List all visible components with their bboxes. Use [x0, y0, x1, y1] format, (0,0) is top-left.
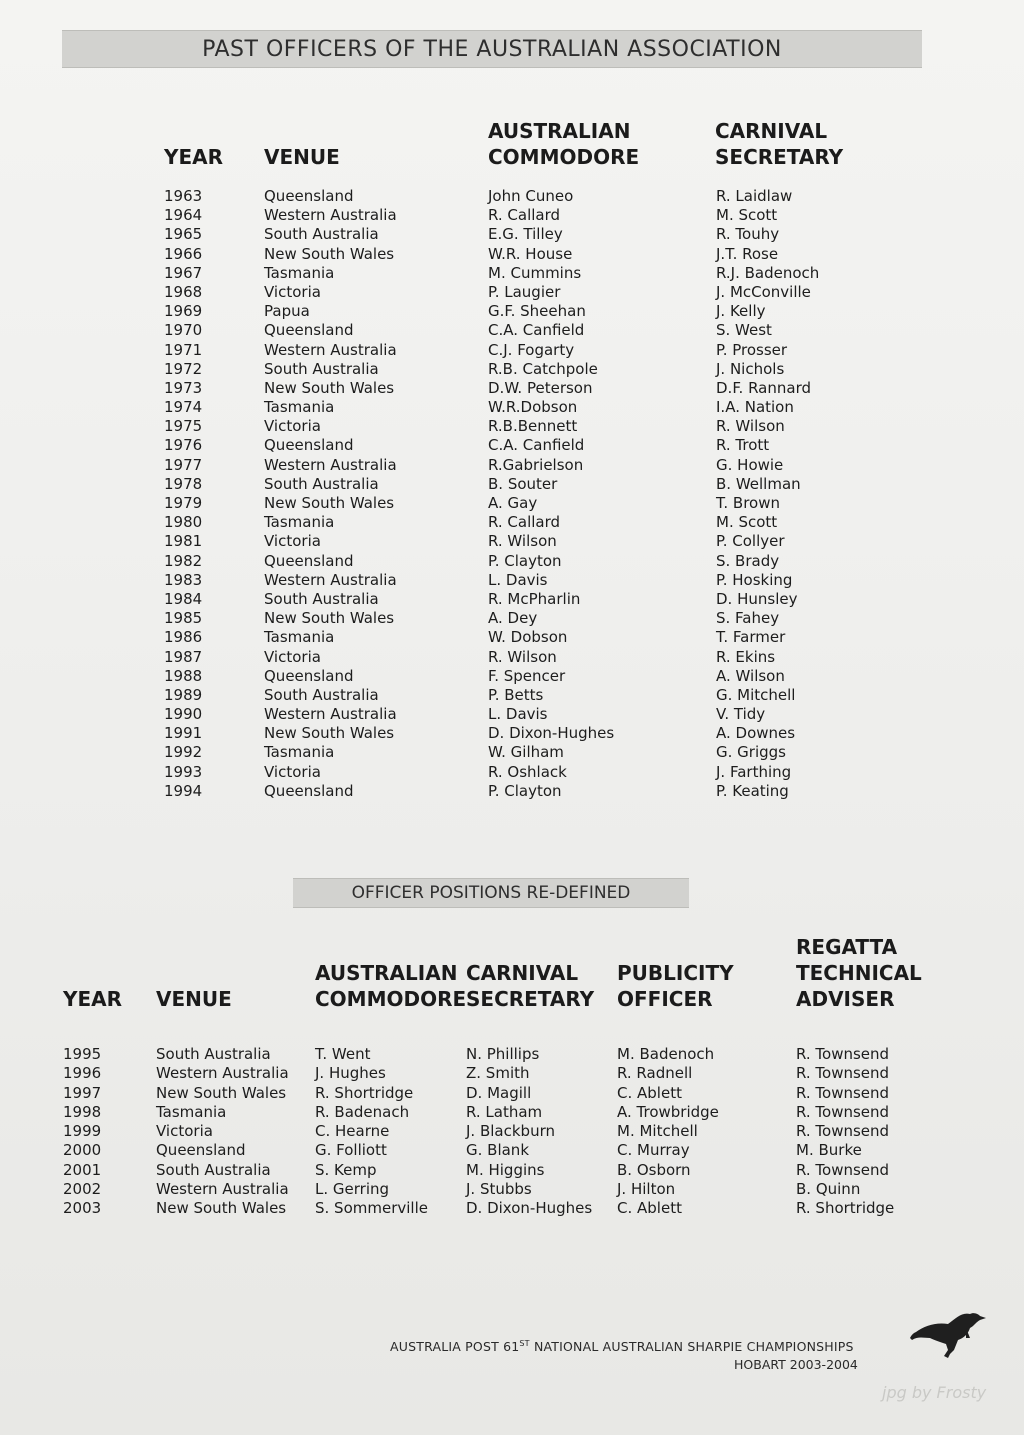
- year-cell: 1977: [164, 455, 203, 474]
- table-row: [0, 1161, 1024, 1180]
- table-row: [0, 763, 1024, 782]
- publicity-cell: A. Trowbridge: [617, 1102, 719, 1121]
- commodore-cell: D.W. Peterson: [488, 378, 593, 397]
- year-cell: 1969: [164, 302, 203, 321]
- table-row: [0, 609, 1024, 628]
- commodore-cell: D. Dixon-Hughes: [488, 724, 615, 743]
- regatta-adviser-cell: R. Townsend: [796, 1045, 890, 1063]
- secretary-cell: M. Scott: [716, 206, 778, 225]
- secretary-cell: M. Scott: [716, 513, 778, 532]
- venue-cell: Victoria: [264, 762, 321, 781]
- publicity-cell: B. Osborn: [617, 1160, 691, 1179]
- year-cell: 1999: [63, 1122, 102, 1141]
- year-cell: 2003: [63, 1199, 102, 1218]
- table-row: [0, 398, 1024, 417]
- year-cell: 1991: [164, 724, 203, 743]
- footer-event-title: [390, 1339, 854, 1354]
- year-cell: 1979: [164, 494, 203, 512]
- year-cell: 1998: [63, 1102, 102, 1121]
- table-row: [0, 513, 1024, 532]
- table-row: [0, 1199, 1024, 1218]
- table-row: [0, 360, 1024, 379]
- venue-cell: Victoria: [264, 282, 321, 301]
- commodore-cell: B. Souter: [488, 474, 558, 493]
- year-cell: 1978: [164, 474, 203, 493]
- secretary-cell: V. Tidy: [716, 705, 766, 724]
- secretary-cell: P. Prosser: [716, 340, 788, 359]
- publicity-cell: C. Murray: [617, 1141, 690, 1160]
- t1-header-secretary-line2: SECRETARY: [715, 145, 844, 169]
- publicity-cell: J. Hilton: [617, 1180, 676, 1199]
- commodore-cell: W. Gilham: [488, 743, 564, 762]
- commodore-cell: C. Hearne: [315, 1122, 390, 1141]
- page-title-banner: [62, 30, 922, 68]
- secretary-cell: T. Brown: [716, 494, 780, 512]
- year-cell: 1997: [63, 1083, 102, 1102]
- year-cell: 1976: [164, 436, 203, 455]
- year-cell: 2002: [63, 1180, 102, 1199]
- table-row: [0, 743, 1024, 762]
- t1-header-secretary-line1: CARNIVAL: [715, 119, 828, 143]
- secretary-cell: D. Dixon-Hughes: [466, 1199, 593, 1218]
- year-cell: 1988: [164, 666, 203, 685]
- year-cell: 1964: [164, 206, 203, 225]
- year-cell: 1982: [164, 551, 203, 570]
- secretary-cell: R. Trott: [716, 436, 770, 455]
- secretary-cell: J. Stubbs: [466, 1180, 532, 1199]
- secretary-cell: S. Fahey: [716, 609, 780, 628]
- footer-suffix: NATIONAL AUSTRALIAN SHARPIE CHAMPIONSHIPS: [529, 1339, 854, 1355]
- table-row: [0, 456, 1024, 475]
- secretary-cell: R. Touhy: [716, 225, 780, 244]
- venue-cell: Victoria: [264, 417, 321, 436]
- table-row: [0, 283, 1024, 302]
- commodore-cell: L. Davis: [488, 570, 548, 589]
- year-cell: 1972: [164, 359, 203, 378]
- table-row: [0, 552, 1024, 571]
- secretary-cell: J.T. Rose: [716, 244, 779, 263]
- commodore-cell: R. Shortridge: [315, 1083, 414, 1102]
- table-row: [0, 667, 1024, 686]
- commodore-cell: R. Oshlack: [488, 762, 567, 781]
- t2-header-publicity-line2: OFFICER: [617, 987, 713, 1011]
- table-row: [0, 532, 1024, 551]
- t2-header-secretary-line2: SECRETARY: [466, 987, 595, 1011]
- venue-cell: South Australia: [264, 589, 379, 608]
- venue-cell: Tasmania: [264, 263, 335, 282]
- secretary-cell: G. Blank: [466, 1141, 530, 1160]
- regatta-adviser-cell: R. Townsend: [796, 1083, 890, 1102]
- footer-event-location: HOBART 2003-2004: [734, 1357, 858, 1372]
- regatta-adviser-cell: R. Shortridge: [796, 1199, 895, 1218]
- venue-cell: South Australia: [264, 474, 379, 493]
- table-row: [0, 724, 1024, 743]
- venue-cell: New South Wales: [264, 724, 395, 743]
- secretary-cell: J. Farthing: [716, 762, 792, 781]
- secretary-cell: R.J. Badenoch: [716, 263, 820, 282]
- commodore-cell: W.R.Dobson: [488, 398, 578, 417]
- year-cell: 1986: [164, 628, 203, 647]
- t1-header-commodore-line1: AUSTRALIAN: [488, 119, 631, 143]
- commodore-cell: R. Callard: [488, 513, 561, 532]
- secretary-cell: G. Mitchell: [716, 685, 796, 704]
- commodore-cell: S. Kemp: [315, 1160, 377, 1179]
- secretary-cell: R. Laidlaw: [716, 187, 793, 205]
- venue-cell: Western Australia: [156, 1180, 289, 1199]
- regatta-adviser-cell: R. Townsend: [796, 1160, 890, 1179]
- regatta-adviser-cell: R. Townsend: [796, 1102, 890, 1121]
- t2-header-venue: VENUE: [156, 987, 232, 1011]
- secretary-cell: S. West: [716, 321, 772, 340]
- commodore-cell: R. McPharlin: [488, 589, 581, 608]
- commodore-cell: T. Went: [315, 1045, 371, 1063]
- table-row: [0, 187, 1024, 206]
- venue-cell: New South Wales: [264, 494, 395, 512]
- commodore-cell: M. Cummins: [488, 263, 582, 282]
- publicity-cell: C. Ablett: [617, 1199, 682, 1218]
- venue-cell: South Australia: [156, 1045, 271, 1063]
- year-cell: 1987: [164, 647, 203, 666]
- commodore-cell: P. Clayton: [488, 781, 562, 800]
- venue-cell: Western Australia: [156, 1064, 289, 1083]
- table-row: [0, 302, 1024, 321]
- year-cell: 2001: [63, 1160, 102, 1179]
- secretary-cell: G. Howie: [716, 455, 784, 474]
- commodore-cell: C.A. Canfield: [488, 321, 585, 340]
- secretary-cell: J. Blackburn: [466, 1122, 555, 1141]
- t2-header-regatta-line2: TECHNICAL: [796, 961, 922, 985]
- secretary-cell: J. Kelly: [716, 302, 766, 321]
- year-cell: 1974: [164, 398, 203, 417]
- year-cell: 1990: [164, 705, 203, 724]
- commodore-cell: W.R. House: [488, 244, 573, 263]
- venue-cell: Western Australia: [264, 340, 397, 359]
- secretary-cell: P. Collyer: [716, 532, 785, 551]
- secretary-cell: S. Brady: [716, 551, 780, 570]
- venue-cell: New South Wales: [264, 378, 395, 397]
- publicity-cell: C. Ablett: [617, 1083, 682, 1102]
- section-title: OFFICER POSITIONS RE-DEFINED: [351, 883, 631, 903]
- commodore-cell: R.B.Bennett: [488, 417, 578, 436]
- t1-header-commodore-line2: COMMODORE: [488, 145, 640, 169]
- secretary-cell: D.F. Rannard: [716, 378, 811, 397]
- kangaroo-icon: [910, 1304, 988, 1360]
- table-row: [0, 705, 1024, 724]
- regatta-adviser-cell: R. Townsend: [796, 1064, 890, 1083]
- year-cell: 1968: [164, 282, 203, 301]
- commodore-cell: R. Badenach: [315, 1102, 410, 1121]
- year-cell: 1984: [164, 589, 203, 608]
- venue-cell: Western Australia: [264, 705, 397, 724]
- commodore-cell: E.G. Tilley: [488, 225, 563, 244]
- regatta-adviser-cell: B. Quinn: [796, 1180, 861, 1199]
- secretary-cell: J. McConville: [716, 282, 811, 301]
- officers-table-1963-1994: [0, 187, 1024, 801]
- page-title: PAST OFFICERS OF THE AUSTRALIAN ASSOCIATION: [202, 36, 782, 62]
- table-row: [0, 436, 1024, 455]
- table-row: [0, 206, 1024, 225]
- secretary-cell: B. Wellman: [716, 474, 801, 493]
- venue-cell: Queensland: [156, 1141, 246, 1160]
- venue-cell: Western Australia: [264, 570, 397, 589]
- commodore-cell: C.J. Fogarty: [488, 340, 575, 359]
- table-row: [0, 686, 1024, 705]
- commodore-cell: R.Gabrielson: [488, 455, 584, 474]
- year-cell: 1966: [164, 244, 203, 263]
- commodore-cell: C.A. Canfield: [488, 436, 585, 455]
- year-cell: 2000: [63, 1141, 102, 1160]
- secretary-cell: G. Griggs: [716, 743, 786, 762]
- table-row: [0, 1180, 1024, 1199]
- section-banner: [293, 878, 689, 908]
- year-cell: 1992: [164, 743, 203, 762]
- secretary-cell: I.A. Nation: [716, 398, 794, 417]
- venue-cell: South Australia: [156, 1160, 271, 1179]
- t2-header-commodore-line1: AUSTRALIAN: [315, 961, 458, 985]
- regatta-adviser-cell: R. Townsend: [796, 1122, 890, 1141]
- table-row: [0, 379, 1024, 398]
- venue-cell: Tasmania: [264, 628, 335, 647]
- t2-header-year: YEAR: [63, 987, 123, 1011]
- venue-cell: Western Australia: [264, 455, 397, 474]
- secretary-cell: J. Nichols: [716, 359, 785, 378]
- secretary-cell: P. Keating: [716, 781, 789, 800]
- t2-header-commodore-line2: COMMODORE: [315, 987, 467, 1011]
- commodore-cell: L. Gerring: [315, 1180, 390, 1199]
- table-row: [0, 1122, 1024, 1141]
- officers-table-1995-2003: [0, 1045, 1024, 1219]
- commodore-cell: P. Clayton: [488, 551, 562, 570]
- venue-cell: South Australia: [264, 685, 379, 704]
- commodore-cell: R. Wilson: [488, 532, 557, 551]
- t2-header-publicity-line1: PUBLICITY: [617, 961, 734, 985]
- commodore-cell: P. Laugier: [488, 282, 561, 301]
- year-cell: 1996: [63, 1064, 102, 1083]
- table-row: [0, 321, 1024, 340]
- table-row: [0, 1141, 1024, 1160]
- year-cell: 1994: [164, 781, 203, 800]
- year-cell: 1973: [164, 378, 203, 397]
- year-cell: 1971: [164, 340, 203, 359]
- venue-cell: Queensland: [264, 551, 354, 570]
- venue-cell: South Australia: [264, 359, 379, 378]
- secretary-cell: M. Higgins: [466, 1160, 545, 1179]
- commodore-cell: J. Hughes: [315, 1064, 386, 1083]
- venue-cell: Queensland: [264, 666, 354, 685]
- year-cell: 1983: [164, 570, 203, 589]
- publicity-cell: M. Mitchell: [617, 1122, 698, 1141]
- footer-prefix: AUSTRALIA POST 61: [390, 1339, 520, 1355]
- venue-cell: Tasmania: [264, 513, 335, 532]
- commodore-cell: P. Betts: [488, 685, 544, 704]
- table-row: [0, 264, 1024, 283]
- watermark-text: jpg by Frosty: [882, 1383, 987, 1402]
- secretary-cell: Z. Smith: [466, 1064, 530, 1083]
- venue-cell: Tasmania: [264, 743, 335, 762]
- table-row: [0, 1064, 1024, 1083]
- commodore-cell: R. Wilson: [488, 647, 557, 666]
- table-row: [0, 648, 1024, 667]
- venue-cell: Queensland: [264, 187, 354, 205]
- secretary-cell: N. Phillips: [466, 1045, 540, 1063]
- commodore-cell: L. Davis: [488, 705, 548, 724]
- commodore-cell: A. Gay: [488, 494, 538, 512]
- year-cell: 1967: [164, 263, 203, 282]
- commodore-cell: G. Folliott: [315, 1141, 387, 1160]
- venue-cell: Western Australia: [264, 206, 397, 225]
- secretary-cell: R. Latham: [466, 1102, 543, 1121]
- t2-header-regatta-line1: REGATTA: [796, 935, 898, 959]
- commodore-cell: S. Sommerville: [315, 1199, 428, 1218]
- venue-cell: New South Wales: [264, 244, 395, 263]
- year-cell: 1985: [164, 609, 203, 628]
- year-cell: 1989: [164, 685, 203, 704]
- publicity-cell: M. Badenoch: [617, 1045, 715, 1063]
- secretary-cell: A. Wilson: [716, 666, 785, 685]
- table-row: [0, 782, 1024, 801]
- venue-cell: Queensland: [264, 781, 354, 800]
- venue-cell: Victoria: [264, 532, 321, 551]
- secretary-cell: A. Downes: [716, 724, 796, 743]
- secretary-cell: P. Hosking: [716, 570, 793, 589]
- secretary-cell: R. Ekins: [716, 647, 776, 666]
- year-cell: 1965: [164, 225, 203, 244]
- year-cell: 1963: [164, 187, 203, 205]
- venue-cell: Papua: [264, 302, 310, 321]
- regatta-adviser-cell: M. Burke: [796, 1141, 862, 1160]
- table-row: [0, 590, 1024, 609]
- table-row: [0, 494, 1024, 513]
- secretary-cell: T. Farmer: [716, 628, 786, 647]
- commodore-cell: John Cuneo: [488, 187, 574, 205]
- commodore-cell: G.F. Sheehan: [488, 302, 586, 321]
- venue-cell: Tasmania: [264, 398, 335, 417]
- year-cell: 1980: [164, 513, 203, 532]
- venue-cell: South Australia: [264, 225, 379, 244]
- table-row: [0, 1084, 1024, 1103]
- commodore-cell: F. Spencer: [488, 666, 566, 685]
- table-row: [0, 417, 1024, 436]
- year-cell: 1981: [164, 532, 203, 551]
- commodore-cell: W. Dobson: [488, 628, 568, 647]
- table-row: [0, 225, 1024, 244]
- table-row: [0, 1103, 1024, 1122]
- secretary-cell: R. Wilson: [716, 417, 785, 436]
- venue-cell: Queensland: [264, 321, 354, 340]
- year-cell: 1995: [63, 1045, 102, 1063]
- table-row: [0, 245, 1024, 264]
- venue-cell: New South Wales: [264, 609, 395, 628]
- t2-header-secretary-line1: CARNIVAL: [466, 961, 579, 985]
- table-row: [0, 1045, 1024, 1064]
- venue-cell: Tasmania: [156, 1102, 227, 1121]
- year-cell: 1975: [164, 417, 203, 436]
- venue-cell: Victoria: [156, 1122, 213, 1141]
- commodore-cell: R.B. Catchpole: [488, 359, 598, 378]
- venue-cell: New South Wales: [156, 1199, 287, 1218]
- venue-cell: New South Wales: [156, 1083, 287, 1102]
- table-row: [0, 475, 1024, 494]
- commodore-cell: A. Dey: [488, 609, 538, 628]
- secretary-cell: D. Magill: [466, 1083, 532, 1102]
- venue-cell: Queensland: [264, 436, 354, 455]
- t1-header-venue: VENUE: [264, 145, 340, 169]
- year-cell: 1993: [164, 762, 203, 781]
- venue-cell: Victoria: [264, 647, 321, 666]
- publicity-cell: R. Radnell: [617, 1064, 693, 1083]
- table-row: [0, 341, 1024, 360]
- table-row: [0, 628, 1024, 647]
- t2-header-regatta-line3: ADVISER: [796, 987, 895, 1011]
- commodore-cell: R. Callard: [488, 206, 561, 225]
- table-row: [0, 571, 1024, 590]
- secretary-cell: D. Hunsley: [716, 589, 798, 608]
- t1-header-year: YEAR: [164, 145, 224, 169]
- year-cell: 1970: [164, 321, 203, 340]
- footer-ordinal: ST: [519, 1339, 530, 1348]
